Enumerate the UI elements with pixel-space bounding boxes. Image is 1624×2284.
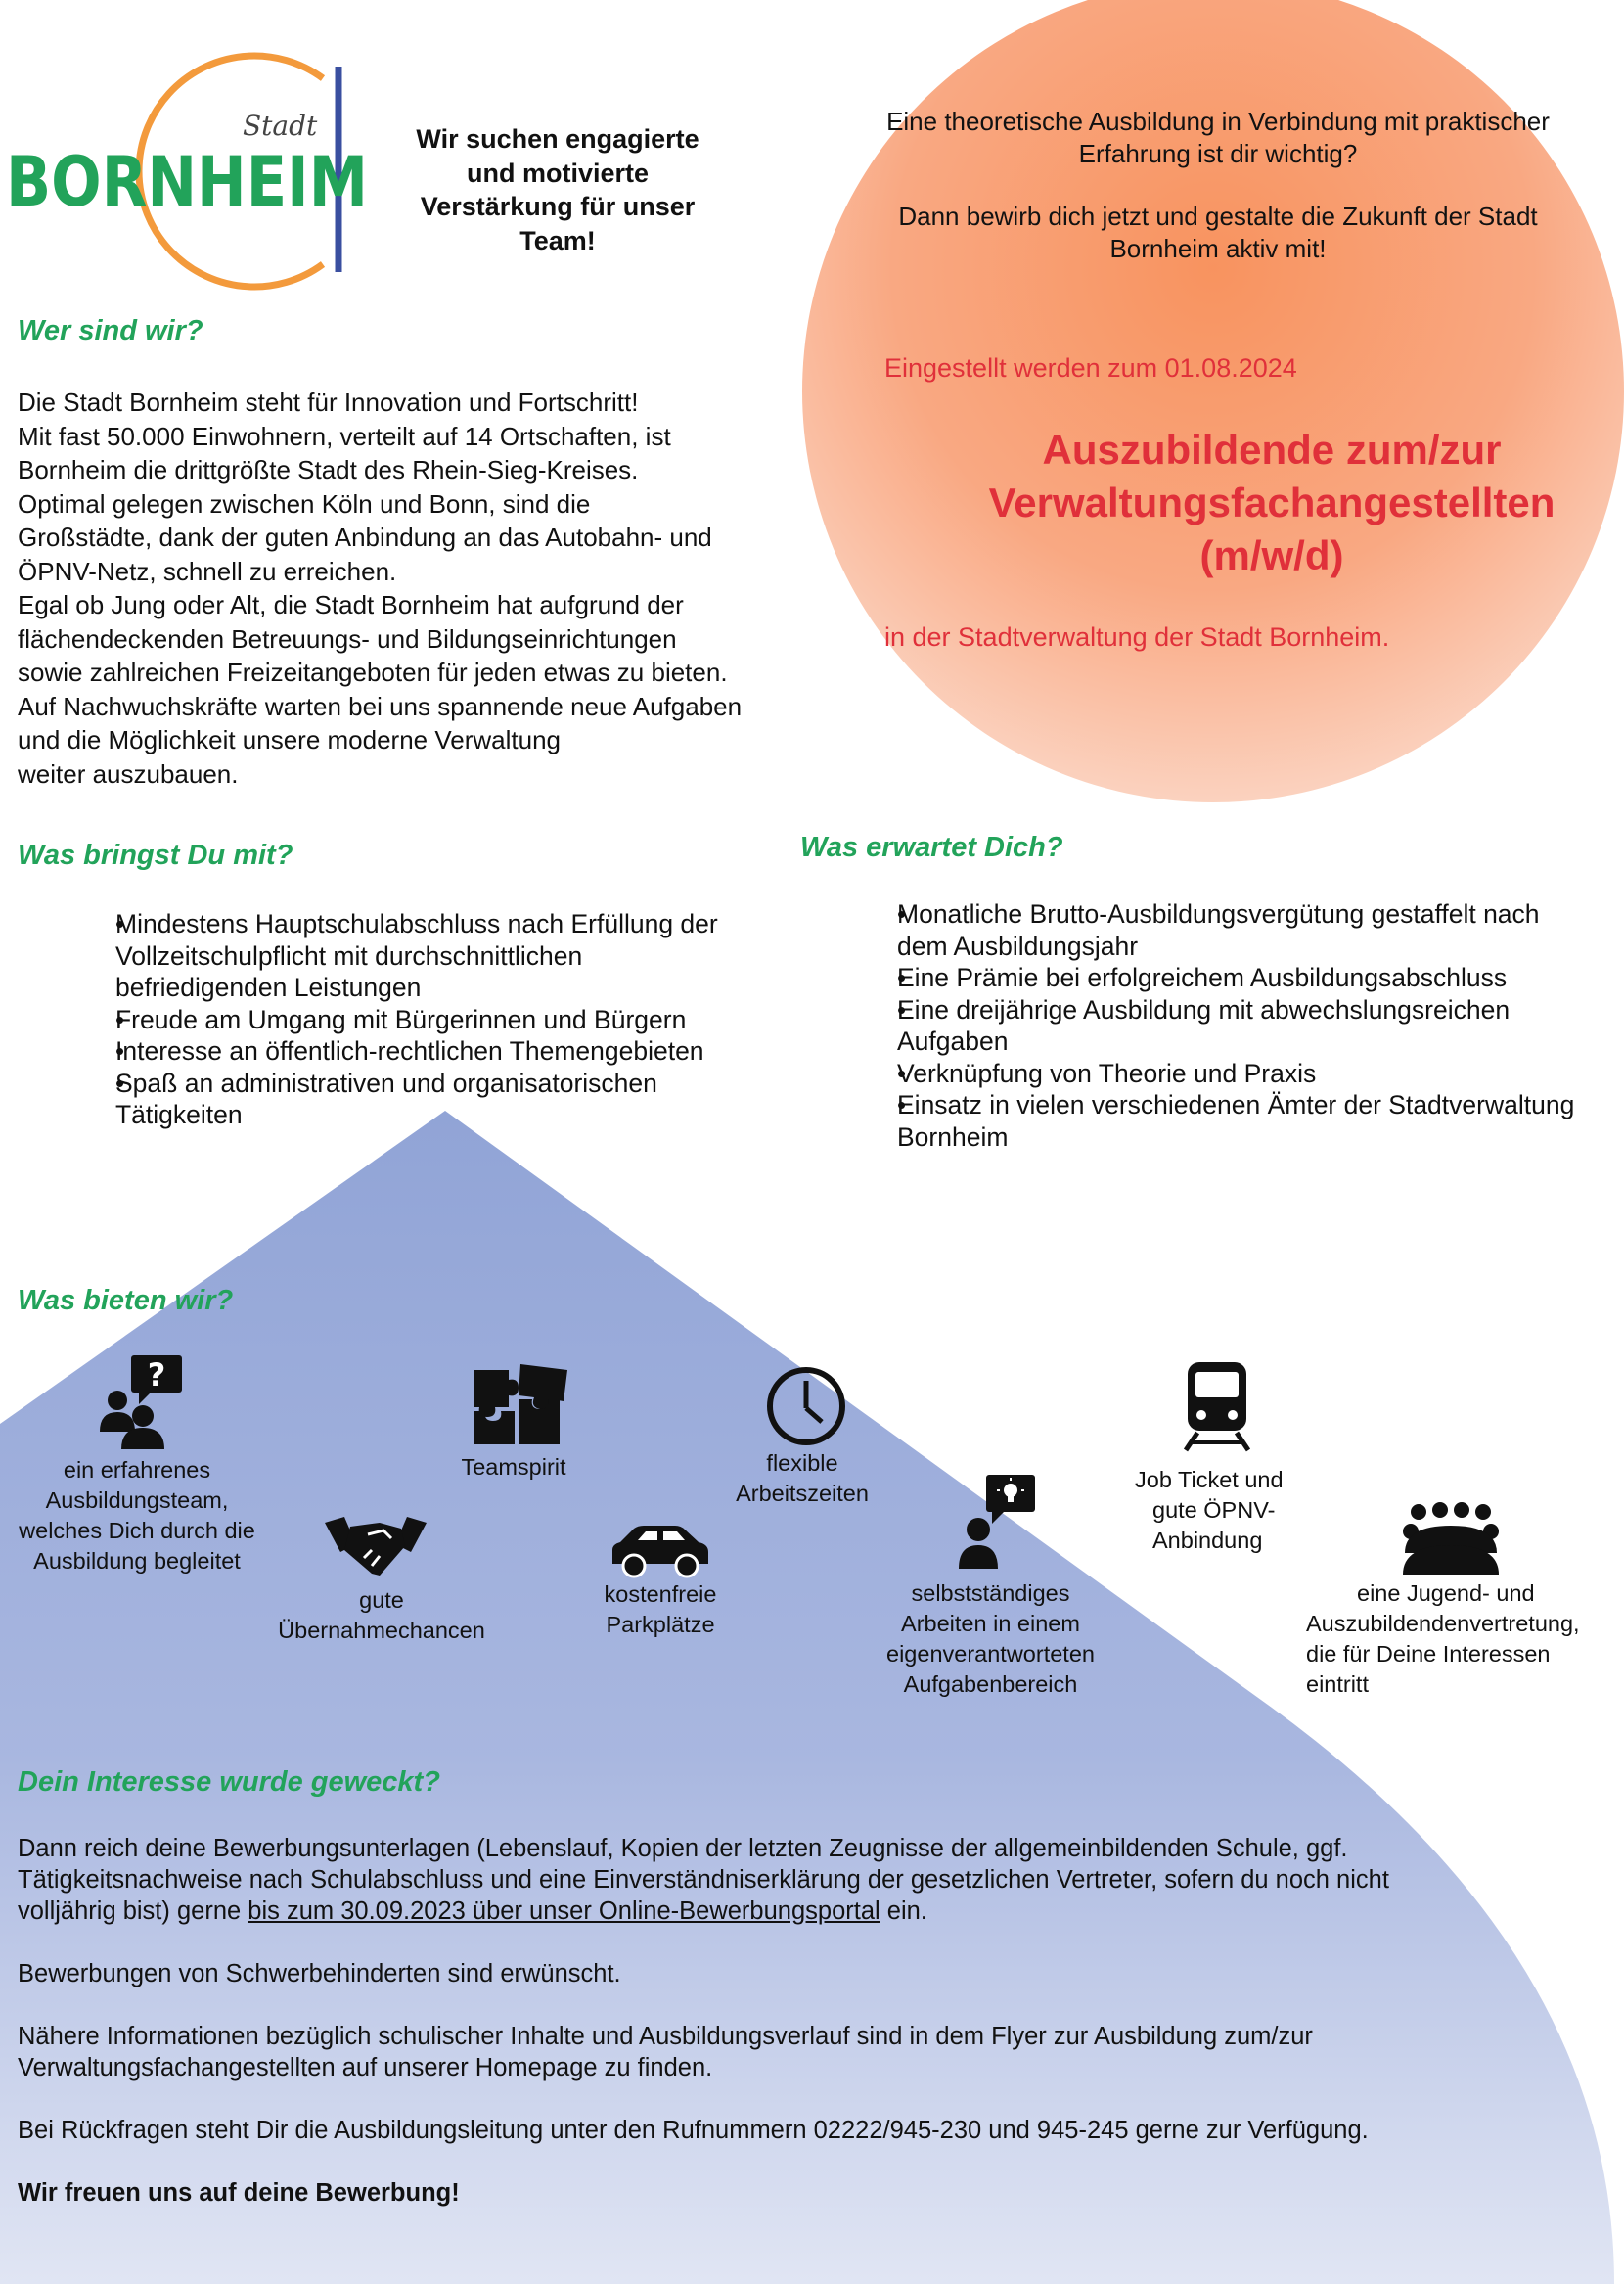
list-item: • Eine dreijährige Ausbildung mit abwechslungsreichen Aufgaben — [897, 994, 1601, 1058]
list-item: • Spaß an administrativen und organisatorischen Tätigkeiten — [115, 1068, 781, 1131]
list-item: • Eine Prämie bei erfolgreichem Ausbildungsabschluss — [897, 962, 1601, 994]
disabled-note: Bewerbungen von Schwerbehinderten sind erwünscht. — [18, 1960, 621, 1987]
application-portal-link[interactable]: bis zum 30.09.2023 über unser Online-Bewerbungsportal — [248, 1897, 880, 1925]
benefit-label: ein erfahrenes Ausbildungsteam, welches Dich durch die Ausbildung begleitet — [19, 1457, 255, 1574]
interest-heading: Dein Interesse wurde geweckt? — [18, 1766, 440, 1798]
expect-heading: Was erwartet Dich? — [800, 832, 1063, 863]
expect-list — [897, 898, 1601, 1153]
benefit-label: kostenfreie Parkplätze — [604, 1581, 717, 1637]
list-item: • Freude am Umgang mit Bürgerinnen und Bürgern — [115, 1004, 781, 1036]
logo-wordmark: BORNHEIM — [6, 142, 368, 222]
bring-list — [115, 908, 781, 1131]
who-heading: Wer sind wir? — [18, 315, 203, 346]
interest-text: Dann reich deine Bewerbungsunterlagen (Lebenslauf, Kopien der letzten Zeugnisse der allgemeinbildenden Schule, ggf. Tätigkeitsnachweise nach Schulabschluss und eine Einverständniserklärung der gesetzlichen Vertreter, sofern du noch nicht volljährig bist) gerne bis zum 30.09.2023 über unser Online-Bewerbungsportal ein. Bewerbungen von Schwerbehinderten sind erwünscht. Nähere Informationen bezüglich schulischer Inhalte und Ausbildungsverlauf sind in dem Flyer zur Ausbildung zum/zur Verwaltungsfachangestellten auf unserer Homepage zu finden. Bei Rückfragen steht Dir die Ausbildungsleitung unter den Rufnummern 02222/945-230 und 945-245 gerne zur Verfügung. Wir freuen uns auf deine Bewerbung! — [18, 1833, 1602, 2209]
clock-icon — [765, 1365, 847, 1447]
svg-text:?: ? — [147, 1356, 166, 1393]
job-title: Auszubildende zum/zur Verwaltungsfachangestellten (m/w/d) — [988, 427, 1556, 578]
slogan: Wir suchen engagierte und motivierte Verstärkung für unser Team! — [416, 124, 699, 255]
contact-note: Bei Rückfragen steht Dir die Ausbildungsleitung unter den Rufnummern 02222/945-230 und 945-245 gerne zur Verfügung. — [18, 2117, 1369, 2144]
benefit-label: flexible Arbeitszeiten — [736, 1450, 869, 1506]
start-date: Eingestellt werden zum 01.08.2024 — [884, 353, 1297, 383]
team-question-icon — [96, 1353, 186, 1451]
list-item: • Interesse an öffentlich-rechtlichen Themengebieten — [115, 1035, 781, 1068]
list-item: • Verknüpfung von Theorie und Praxis — [897, 1058, 1601, 1090]
benefit-label: eine Jugend- und Auszubildendenvertretung, die für Deine Interessen eintritt — [1306, 1580, 1580, 1697]
person-idea-icon — [959, 1473, 1037, 1571]
list-item: • Einsatz in vielen verschiedenen Ämter der Stadtverwaltung Bornheim — [897, 1089, 1601, 1153]
intro-text: Eine theoretische Ausbildung in Verbindung mit praktischer Erfahrung ist dir wichtig? Dann bewirb dich jetzt und gestalte die Zukunft der Stadt Bornheim aktiv mit! — [886, 107, 1550, 263]
logo-script: Stadt — [243, 110, 318, 142]
group-icon — [1401, 1502, 1501, 1576]
train-icon — [1182, 1358, 1252, 1452]
offer-heading: Was bieten wir? — [18, 1285, 234, 1316]
puzzle-icon — [470, 1360, 573, 1446]
benefit-label: selbstständiges Arbeiten in einem eigenverantworteten Aufgabenbereich — [886, 1580, 1095, 1697]
benefit-label: gute Übernahmechancen — [278, 1587, 485, 1643]
benefit-label: Job Ticket und gute ÖPNV- Anbindung — [1135, 1467, 1284, 1553]
benefit-label: Teamspirit — [461, 1454, 566, 1480]
list-item: • Monatliche Brutto-Ausbildungsvergütung gestaffelt nach dem Ausbildungsjahr — [897, 898, 1601, 962]
logo — [0, 59, 382, 274]
handshake-icon — [323, 1515, 429, 1577]
car-icon — [609, 1525, 712, 1579]
bring-heading: Was bringst Du mit? — [18, 840, 293, 871]
job-location: in der Stadtverwaltung der Stadt Bornheim. — [884, 622, 1390, 652]
closing-line: Wir freuen uns auf deine Bewerbung! — [18, 2179, 460, 2207]
list-item: • Mindestens Hauptschulabschluss nach Erfüllung der Vollzeitschulpflicht mit durchschnittlichen befriedigenden Leistungen — [115, 908, 781, 1004]
who-text: Die Stadt Bornheim steht für Innovation und Fortschritt! Mit fast 50.000 Einwohnern, verteilt auf 14 Ortschaften, ist Bornheim die drittgrößte Stadt des Rhein-Sieg-Kreises. Optimal gelegen zwischen Köln und Bonn, sind die Großstädte, dank der guten Anbindung an das Autobahn- und ÖPNV-Netz, schnell zu erreichen. Egal ob Jung oder Alt, die Stadt Bornheim hat aufgrund der flächendeckenden Betreuungs- und Bildungseinrichtungen sowie zahlreichen Freizeitangeboten für jeden etwas zu bieten. Auf Nachwuchskräfte warten bei uns spannende neue Aufgaben und die Möglichkeit unsere moderne Verwaltung weiter auszubauen. — [18, 388, 743, 789]
